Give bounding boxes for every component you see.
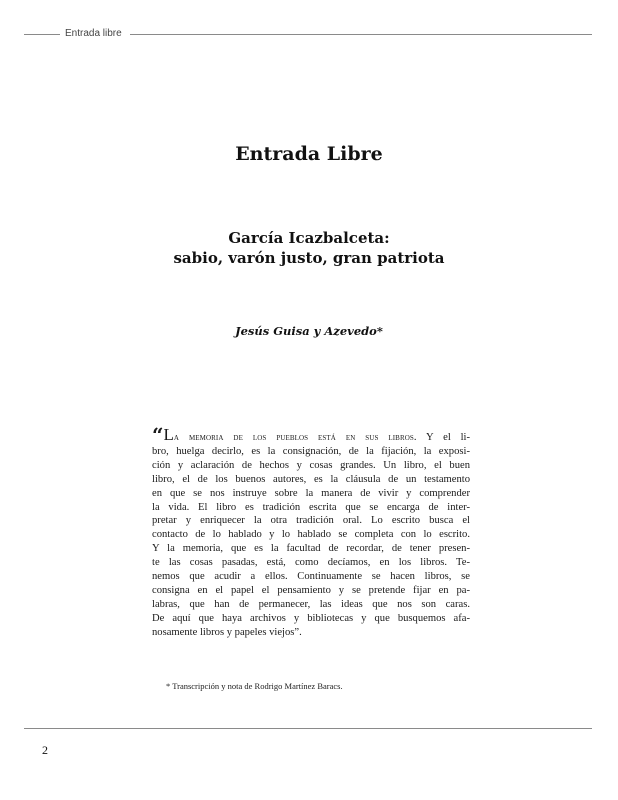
page-number: 2: [42, 743, 48, 757]
quote-line: ción y aclaración de hechos y cosas grandes. Un libro, el buen: [152, 459, 470, 471]
quote-dropcap: L: [163, 425, 174, 444]
quote-line: labras, que han de permanecer, las ideas que nos son caras.: [152, 598, 470, 610]
quote-line: consigna en el papel el pensamiento y se pretende fijar en pa-: [152, 584, 470, 596]
quote-line: la vida. El libro es tradición escrita que se encarga de inter-: [152, 501, 470, 513]
quote-line: libro, el de los buenos autores, es la cláusula de un testamento: [152, 473, 470, 485]
article-title: [0, 228, 618, 268]
article-title-line-2: sabio, varón justo, gran patriota: [173, 249, 445, 267]
opening-quote-mark: “: [152, 423, 164, 447]
quote-line-last: nosamente libros y papeles viejos”.: [152, 626, 302, 638]
author-byline: Jesús Guisa y Azevedo*: [235, 324, 383, 338]
running-head-rule-right: [130, 34, 592, 35]
quote-smallcaps-lead: a memoria de los pueblos está en sus libros.: [173, 432, 417, 443]
footer-rule: [24, 728, 592, 729]
article-title-line-1: García Icazbalceta:: [228, 229, 390, 247]
quote-line: pretar y enriquecer la otra tradición oral. Lo escrito busca el: [152, 515, 470, 527]
running-head-label: Entrada libre: [65, 28, 122, 39]
running-head-rule-left: [24, 34, 60, 35]
section-title: Entrada Libre: [235, 143, 383, 165]
quote-line: Y la memoria, que es la facultad de recordar, de tener presen-: [152, 543, 470, 555]
quote-line: en que se nos instruye sobre la manera de vivir y comprender: [152, 487, 470, 499]
quote-line: nemos que acudir a ellos. Continuamente se hacen libros, se: [152, 571, 470, 583]
quote-line: contacto de lo hablado y lo hablado se completa con lo escrito.: [152, 529, 470, 541]
quote-line: bro, huelga decirlo, es la consignación, de la fijación, la exposi-: [152, 445, 470, 457]
running-head: [24, 27, 592, 41]
footnote: * Transcripción y nota de Rodrigo Martínez Baracs.: [166, 681, 343, 691]
epigraph-quote: [152, 423, 470, 640]
quote-line-1: [152, 423, 470, 447]
quote-line: De aquí que haya archivos y bibliotecas y que busquemos afa-: [152, 612, 470, 624]
quote-line-1-rest: Y el li-: [416, 432, 470, 443]
quote-line: te las cosas pasadas, está, como decíamos, en los libros. Te-: [152, 557, 470, 569]
